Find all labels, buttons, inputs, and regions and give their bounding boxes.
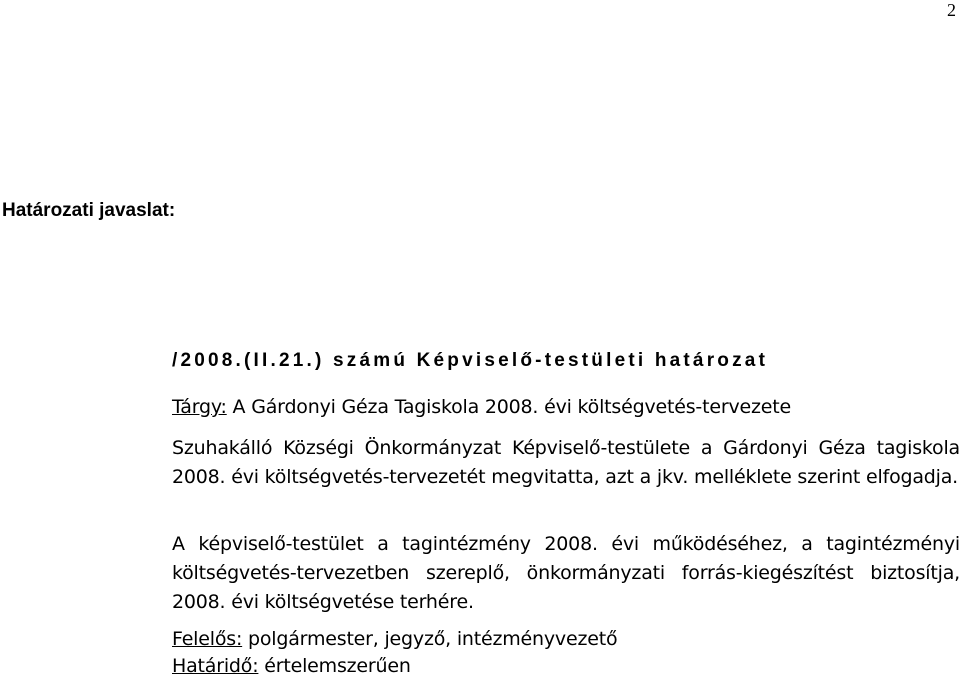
responsible-label: Felelős: xyxy=(172,628,243,650)
proposal-heading: Határozati javaslat: xyxy=(2,200,176,221)
paragraph-approval: Szuhakálló Községi Önkormányzat Képviselő-testülete a Gárdonyi Géza tagiskola 2008. évi költségvetés-tervezetét megvitatta, azt a jkv. melléklete szerint elfogadja. xyxy=(172,437,960,488)
subject-line xyxy=(172,393,960,422)
subject-label: Tárgy: xyxy=(172,396,227,418)
deadline-line xyxy=(172,653,960,680)
responsibility-block xyxy=(172,626,960,680)
deadline-label: Határidő: xyxy=(172,655,259,677)
page-number: 2 xyxy=(947,0,956,20)
responsible-value: polgármester, jegyző, intézményvezető xyxy=(242,628,618,650)
deadline-value: értelemszerűen xyxy=(258,655,411,677)
decision-title: /2008.(II.21.) számú Képviselő-testületi határozat xyxy=(172,350,769,371)
subject-text: A Gárdonyi Géza Tagiskola 2008. évi költségvetés-tervezete xyxy=(226,396,791,418)
responsible-line xyxy=(172,626,960,653)
paragraph-funding: A képviselő-testület a tagintézmény 2008. évi működéséhez, a tagintézményi költségvetés-tervezetben szereplő, önkormányzati forrás-kiegészítést biztosítja, 2008. évi költségvetése terhére. xyxy=(172,533,960,613)
